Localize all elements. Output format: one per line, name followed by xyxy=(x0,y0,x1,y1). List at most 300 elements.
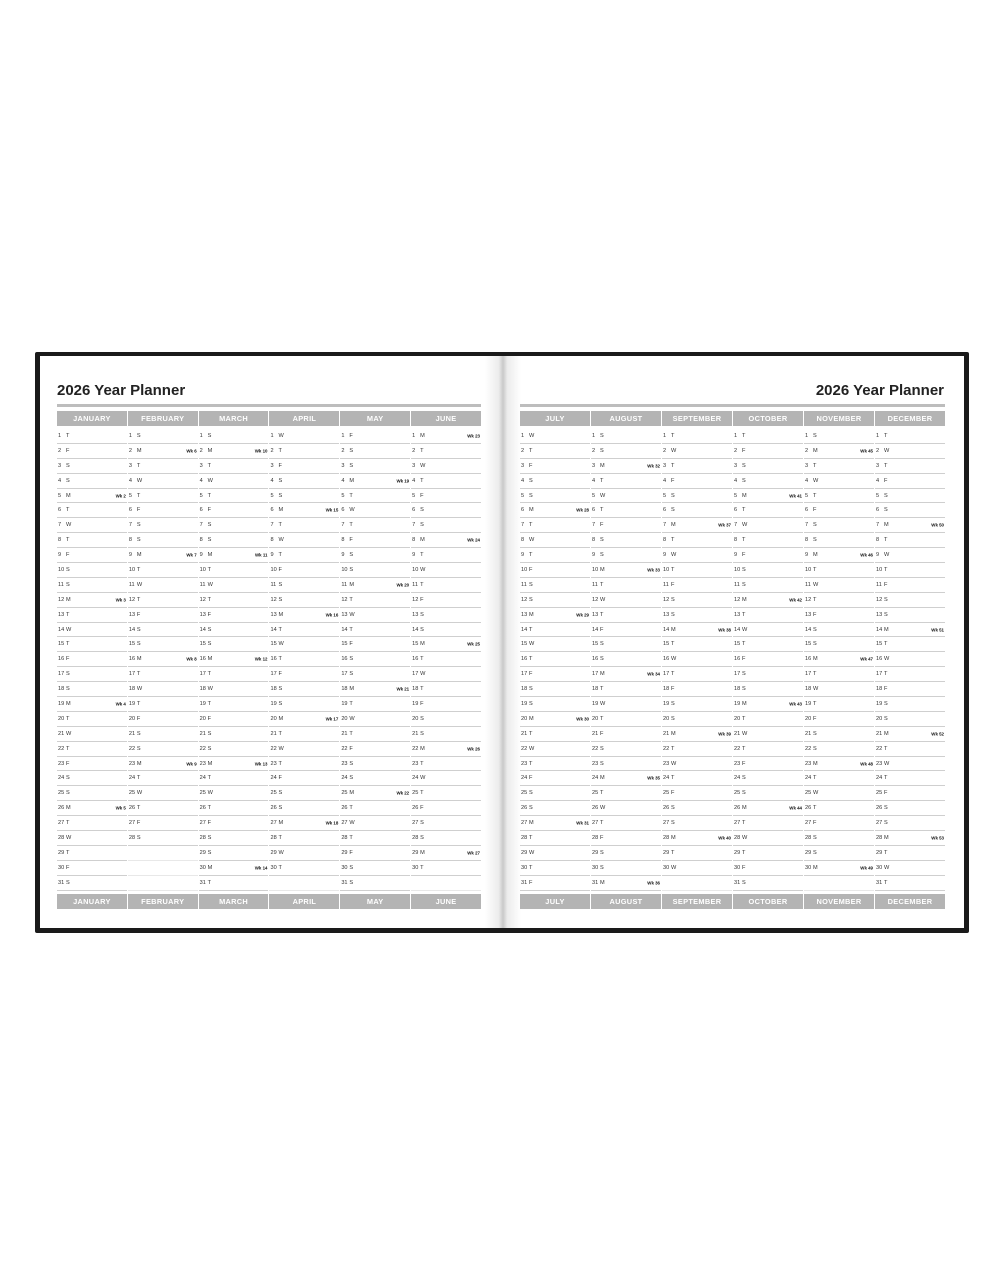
day-cell[interactable] xyxy=(411,429,481,444)
day-cell[interactable] xyxy=(57,801,127,816)
day-cell[interactable] xyxy=(662,757,732,772)
day-cell[interactable] xyxy=(733,861,803,876)
day-cell[interactable] xyxy=(57,697,127,712)
day-cell[interactable] xyxy=(199,682,269,697)
day-cell[interactable] xyxy=(875,861,945,876)
day-cell[interactable] xyxy=(804,816,874,831)
day-cell[interactable] xyxy=(520,623,590,638)
day-cell[interactable] xyxy=(875,757,945,772)
day-cell[interactable] xyxy=(411,697,481,712)
day-cell[interactable] xyxy=(520,682,590,697)
day-cell[interactable] xyxy=(269,429,339,444)
day-cell[interactable] xyxy=(269,593,339,608)
day-cell[interactable] xyxy=(128,489,198,504)
day-cell[interactable] xyxy=(875,608,945,623)
day-cell[interactable] xyxy=(520,444,590,459)
day-cell[interactable] xyxy=(411,652,481,667)
day-cell[interactable] xyxy=(269,697,339,712)
day-cell[interactable] xyxy=(662,608,732,623)
day-cell[interactable] xyxy=(128,637,198,652)
day-cell[interactable] xyxy=(875,786,945,801)
day-cell[interactable] xyxy=(340,578,410,593)
day-cell[interactable] xyxy=(411,682,481,697)
day-cell[interactable] xyxy=(520,801,590,816)
day-cell[interactable] xyxy=(128,518,198,533)
day-cell[interactable] xyxy=(128,712,198,727)
day-cell[interactable] xyxy=(57,459,127,474)
day-cell[interactable] xyxy=(411,771,481,786)
day-cell[interactable] xyxy=(340,876,410,891)
day-cell[interactable] xyxy=(804,593,874,608)
day-cell[interactable] xyxy=(411,801,481,816)
day-cell[interactable] xyxy=(591,861,661,876)
day-cell[interactable] xyxy=(199,771,269,786)
day-cell[interactable] xyxy=(733,623,803,638)
day-cell[interactable] xyxy=(733,682,803,697)
day-cell[interactable] xyxy=(875,518,945,533)
day-cell[interactable] xyxy=(875,652,945,667)
day-cell[interactable] xyxy=(733,816,803,831)
day-cell[interactable] xyxy=(591,786,661,801)
day-cell[interactable] xyxy=(128,682,198,697)
day-cell[interactable] xyxy=(591,637,661,652)
day-cell[interactable] xyxy=(733,846,803,861)
day-cell[interactable] xyxy=(411,861,481,876)
day-cell[interactable] xyxy=(804,533,874,548)
day-cell[interactable] xyxy=(411,846,481,861)
day-cell[interactable] xyxy=(128,786,198,801)
day-cell[interactable] xyxy=(875,429,945,444)
day-cell[interactable] xyxy=(875,563,945,578)
day-cell[interactable] xyxy=(662,861,732,876)
day-cell[interactable] xyxy=(520,667,590,682)
day-cell[interactable] xyxy=(662,489,732,504)
day-cell[interactable] xyxy=(591,831,661,846)
day-cell[interactable] xyxy=(269,652,339,667)
day-cell[interactable] xyxy=(199,861,269,876)
day-cell[interactable] xyxy=(875,637,945,652)
day-cell[interactable] xyxy=(591,459,661,474)
day-cell[interactable] xyxy=(591,429,661,444)
day-cell[interactable] xyxy=(128,608,198,623)
day-cell[interactable] xyxy=(411,503,481,518)
day-cell[interactable] xyxy=(520,637,590,652)
day-cell[interactable] xyxy=(804,608,874,623)
day-cell[interactable] xyxy=(199,652,269,667)
day-cell[interactable] xyxy=(804,667,874,682)
day-cell[interactable] xyxy=(269,608,339,623)
day-cell[interactable] xyxy=(57,444,127,459)
day-cell[interactable] xyxy=(520,533,590,548)
day-cell[interactable] xyxy=(199,548,269,563)
day-cell[interactable] xyxy=(733,429,803,444)
day-cell[interactable] xyxy=(804,712,874,727)
day-cell[interactable] xyxy=(269,712,339,727)
day-cell[interactable] xyxy=(340,786,410,801)
day-cell[interactable] xyxy=(57,623,127,638)
day-cell[interactable] xyxy=(57,816,127,831)
day-cell[interactable] xyxy=(340,608,410,623)
day-cell[interactable] xyxy=(128,757,198,772)
day-cell[interactable] xyxy=(733,801,803,816)
day-cell[interactable] xyxy=(340,593,410,608)
day-cell[interactable] xyxy=(199,667,269,682)
day-cell[interactable] xyxy=(520,697,590,712)
day-cell[interactable] xyxy=(57,667,127,682)
day-cell[interactable] xyxy=(128,652,198,667)
day-cell[interactable] xyxy=(411,533,481,548)
day-cell[interactable] xyxy=(875,816,945,831)
day-cell[interactable] xyxy=(662,474,732,489)
day-cell[interactable] xyxy=(591,474,661,489)
day-cell[interactable] xyxy=(662,578,732,593)
day-cell[interactable] xyxy=(662,623,732,638)
day-cell[interactable] xyxy=(662,459,732,474)
day-cell[interactable] xyxy=(269,578,339,593)
day-cell[interactable] xyxy=(57,652,127,667)
day-cell[interactable] xyxy=(57,533,127,548)
day-cell[interactable] xyxy=(662,548,732,563)
day-cell[interactable] xyxy=(340,727,410,742)
day-cell[interactable] xyxy=(128,578,198,593)
day-cell[interactable] xyxy=(591,652,661,667)
day-cell[interactable] xyxy=(875,459,945,474)
day-cell[interactable] xyxy=(591,578,661,593)
day-cell[interactable] xyxy=(804,503,874,518)
day-cell[interactable] xyxy=(662,727,732,742)
day-cell[interactable] xyxy=(57,712,127,727)
day-cell[interactable] xyxy=(733,578,803,593)
day-cell[interactable] xyxy=(804,742,874,757)
day-cell[interactable] xyxy=(199,637,269,652)
day-cell[interactable] xyxy=(662,712,732,727)
day-cell[interactable] xyxy=(804,459,874,474)
day-cell[interactable] xyxy=(733,489,803,504)
day-cell[interactable] xyxy=(520,429,590,444)
day-cell[interactable] xyxy=(57,608,127,623)
day-cell[interactable] xyxy=(411,637,481,652)
day-cell[interactable] xyxy=(591,518,661,533)
day-cell[interactable] xyxy=(199,876,269,891)
day-cell[interactable] xyxy=(57,876,127,891)
day-cell[interactable] xyxy=(340,459,410,474)
day-cell[interactable] xyxy=(875,697,945,712)
day-cell[interactable] xyxy=(411,593,481,608)
day-cell[interactable] xyxy=(804,771,874,786)
day-cell[interactable] xyxy=(662,697,732,712)
day-cell[interactable] xyxy=(591,757,661,772)
day-cell[interactable] xyxy=(57,786,127,801)
day-cell[interactable] xyxy=(804,489,874,504)
day-cell[interactable] xyxy=(662,503,732,518)
day-cell[interactable] xyxy=(57,727,127,742)
day-cell[interactable] xyxy=(199,563,269,578)
day-cell[interactable] xyxy=(199,474,269,489)
day-cell[interactable] xyxy=(199,578,269,593)
day-cell[interactable] xyxy=(875,742,945,757)
day-cell[interactable] xyxy=(128,623,198,638)
day-cell[interactable] xyxy=(411,459,481,474)
day-cell[interactable] xyxy=(520,786,590,801)
day-cell[interactable] xyxy=(269,667,339,682)
day-cell[interactable] xyxy=(128,503,198,518)
day-cell[interactable] xyxy=(269,459,339,474)
day-cell[interactable] xyxy=(591,801,661,816)
day-cell[interactable] xyxy=(804,637,874,652)
day-cell[interactable] xyxy=(57,593,127,608)
day-cell[interactable] xyxy=(875,489,945,504)
day-cell[interactable] xyxy=(269,786,339,801)
day-cell[interactable] xyxy=(199,459,269,474)
day-cell[interactable] xyxy=(269,801,339,816)
day-cell[interactable] xyxy=(733,757,803,772)
day-cell[interactable] xyxy=(520,846,590,861)
day-cell[interactable] xyxy=(199,593,269,608)
day-cell[interactable] xyxy=(199,712,269,727)
day-cell[interactable] xyxy=(875,771,945,786)
day-cell[interactable] xyxy=(199,518,269,533)
day-cell[interactable] xyxy=(804,697,874,712)
day-cell[interactable] xyxy=(411,816,481,831)
day-cell[interactable] xyxy=(733,548,803,563)
day-cell[interactable] xyxy=(128,816,198,831)
day-cell[interactable] xyxy=(340,861,410,876)
day-cell[interactable] xyxy=(733,608,803,623)
day-cell[interactable] xyxy=(57,548,127,563)
day-cell[interactable] xyxy=(804,727,874,742)
day-cell[interactable] xyxy=(662,801,732,816)
day-cell[interactable] xyxy=(804,518,874,533)
day-cell[interactable] xyxy=(128,533,198,548)
day-cell[interactable] xyxy=(269,503,339,518)
day-cell[interactable] xyxy=(340,846,410,861)
day-cell[interactable] xyxy=(411,518,481,533)
day-cell[interactable] xyxy=(340,563,410,578)
day-cell[interactable] xyxy=(875,667,945,682)
day-cell[interactable] xyxy=(199,816,269,831)
day-cell[interactable] xyxy=(591,667,661,682)
day-cell[interactable] xyxy=(340,742,410,757)
day-cell[interactable] xyxy=(199,533,269,548)
day-cell[interactable] xyxy=(591,489,661,504)
day-cell[interactable] xyxy=(875,593,945,608)
day-cell[interactable] xyxy=(199,623,269,638)
day-cell[interactable] xyxy=(520,489,590,504)
day-cell[interactable] xyxy=(804,474,874,489)
day-cell[interactable] xyxy=(662,742,732,757)
day-cell[interactable] xyxy=(128,801,198,816)
day-cell[interactable] xyxy=(804,548,874,563)
day-cell[interactable] xyxy=(520,816,590,831)
day-cell[interactable] xyxy=(340,518,410,533)
day-cell[interactable] xyxy=(733,533,803,548)
day-cell[interactable] xyxy=(591,563,661,578)
day-cell[interactable] xyxy=(591,846,661,861)
day-cell[interactable] xyxy=(57,846,127,861)
day-cell[interactable] xyxy=(128,459,198,474)
day-cell[interactable] xyxy=(591,771,661,786)
day-cell[interactable] xyxy=(733,474,803,489)
day-cell[interactable] xyxy=(340,489,410,504)
day-cell[interactable] xyxy=(411,757,481,772)
day-cell[interactable] xyxy=(875,503,945,518)
day-cell[interactable] xyxy=(875,444,945,459)
day-cell[interactable] xyxy=(269,727,339,742)
day-cell[interactable] xyxy=(733,563,803,578)
day-cell[interactable] xyxy=(269,637,339,652)
day-cell[interactable] xyxy=(269,474,339,489)
day-cell[interactable] xyxy=(411,623,481,638)
day-cell[interactable] xyxy=(662,682,732,697)
day-cell[interactable] xyxy=(269,623,339,638)
day-cell[interactable] xyxy=(340,637,410,652)
day-cell[interactable] xyxy=(340,548,410,563)
day-cell[interactable] xyxy=(520,474,590,489)
day-cell[interactable] xyxy=(411,742,481,757)
day-cell[interactable] xyxy=(591,682,661,697)
day-cell[interactable] xyxy=(199,608,269,623)
day-cell[interactable] xyxy=(199,697,269,712)
day-cell[interactable] xyxy=(57,518,127,533)
day-cell[interactable] xyxy=(199,429,269,444)
day-cell[interactable] xyxy=(57,429,127,444)
day-cell[interactable] xyxy=(128,742,198,757)
day-cell[interactable] xyxy=(57,578,127,593)
day-cell[interactable] xyxy=(733,831,803,846)
day-cell[interactable] xyxy=(269,563,339,578)
day-cell[interactable] xyxy=(411,474,481,489)
day-cell[interactable] xyxy=(128,474,198,489)
day-cell[interactable] xyxy=(340,652,410,667)
day-cell[interactable] xyxy=(128,697,198,712)
day-cell[interactable] xyxy=(340,771,410,786)
day-cell[interactable] xyxy=(662,429,732,444)
day-cell[interactable] xyxy=(591,876,661,891)
day-cell[interactable] xyxy=(269,489,339,504)
day-cell[interactable] xyxy=(804,623,874,638)
day-cell[interactable] xyxy=(733,697,803,712)
day-cell[interactable] xyxy=(411,831,481,846)
day-cell[interactable] xyxy=(591,593,661,608)
day-cell[interactable] xyxy=(128,563,198,578)
day-cell[interactable] xyxy=(875,727,945,742)
day-cell[interactable] xyxy=(57,489,127,504)
day-cell[interactable] xyxy=(804,786,874,801)
day-cell[interactable] xyxy=(411,563,481,578)
day-cell[interactable] xyxy=(733,742,803,757)
day-cell[interactable] xyxy=(340,623,410,638)
day-cell[interactable] xyxy=(199,742,269,757)
day-cell[interactable] xyxy=(57,682,127,697)
day-cell[interactable] xyxy=(520,757,590,772)
day-cell[interactable] xyxy=(733,518,803,533)
day-cell[interactable] xyxy=(875,623,945,638)
day-cell[interactable] xyxy=(662,593,732,608)
day-cell[interactable] xyxy=(269,757,339,772)
day-cell[interactable] xyxy=(411,489,481,504)
day-cell[interactable] xyxy=(520,548,590,563)
day-cell[interactable] xyxy=(340,801,410,816)
day-cell[interactable] xyxy=(269,816,339,831)
day-cell[interactable] xyxy=(269,533,339,548)
day-cell[interactable] xyxy=(411,548,481,563)
day-cell[interactable] xyxy=(269,742,339,757)
day-cell[interactable] xyxy=(520,876,590,891)
day-cell[interactable] xyxy=(520,712,590,727)
day-cell[interactable] xyxy=(340,757,410,772)
day-cell[interactable] xyxy=(662,667,732,682)
day-cell[interactable] xyxy=(662,816,732,831)
day-cell[interactable] xyxy=(591,727,661,742)
day-cell[interactable] xyxy=(520,563,590,578)
day-cell[interactable] xyxy=(411,608,481,623)
day-cell[interactable] xyxy=(520,727,590,742)
day-cell[interactable] xyxy=(591,444,661,459)
day-cell[interactable] xyxy=(269,831,339,846)
day-cell[interactable] xyxy=(128,593,198,608)
day-cell[interactable] xyxy=(199,786,269,801)
day-cell[interactable] xyxy=(733,652,803,667)
day-cell[interactable] xyxy=(875,876,945,891)
day-cell[interactable] xyxy=(520,459,590,474)
day-cell[interactable] xyxy=(591,623,661,638)
day-cell[interactable] xyxy=(875,474,945,489)
day-cell[interactable] xyxy=(733,637,803,652)
day-cell[interactable] xyxy=(411,786,481,801)
day-cell[interactable] xyxy=(520,578,590,593)
day-cell[interactable] xyxy=(340,712,410,727)
day-cell[interactable] xyxy=(128,429,198,444)
day-cell[interactable] xyxy=(875,801,945,816)
day-cell[interactable] xyxy=(340,533,410,548)
day-cell[interactable] xyxy=(662,786,732,801)
day-cell[interactable] xyxy=(733,876,803,891)
day-cell[interactable] xyxy=(269,444,339,459)
day-cell[interactable] xyxy=(199,727,269,742)
day-cell[interactable] xyxy=(591,503,661,518)
day-cell[interactable] xyxy=(199,757,269,772)
day-cell[interactable] xyxy=(520,518,590,533)
day-cell[interactable] xyxy=(269,861,339,876)
day-cell[interactable] xyxy=(591,608,661,623)
day-cell[interactable] xyxy=(875,846,945,861)
day-cell[interactable] xyxy=(733,593,803,608)
day-cell[interactable] xyxy=(269,682,339,697)
day-cell[interactable] xyxy=(411,727,481,742)
day-cell[interactable] xyxy=(411,578,481,593)
day-cell[interactable] xyxy=(269,846,339,861)
day-cell[interactable] xyxy=(199,489,269,504)
day-cell[interactable] xyxy=(57,742,127,757)
day-cell[interactable] xyxy=(591,548,661,563)
day-cell[interactable] xyxy=(57,563,127,578)
day-cell[interactable] xyxy=(57,861,127,876)
day-cell[interactable] xyxy=(662,444,732,459)
day-cell[interactable] xyxy=(662,831,732,846)
day-cell[interactable] xyxy=(875,831,945,846)
day-cell[interactable] xyxy=(269,548,339,563)
day-cell[interactable] xyxy=(591,712,661,727)
day-cell[interactable] xyxy=(804,563,874,578)
day-cell[interactable] xyxy=(128,831,198,846)
day-cell[interactable] xyxy=(199,831,269,846)
day-cell[interactable] xyxy=(340,682,410,697)
day-cell[interactable] xyxy=(662,846,732,861)
day-cell[interactable] xyxy=(340,667,410,682)
day-cell[interactable] xyxy=(804,861,874,876)
day-cell[interactable] xyxy=(411,667,481,682)
day-cell[interactable] xyxy=(520,861,590,876)
